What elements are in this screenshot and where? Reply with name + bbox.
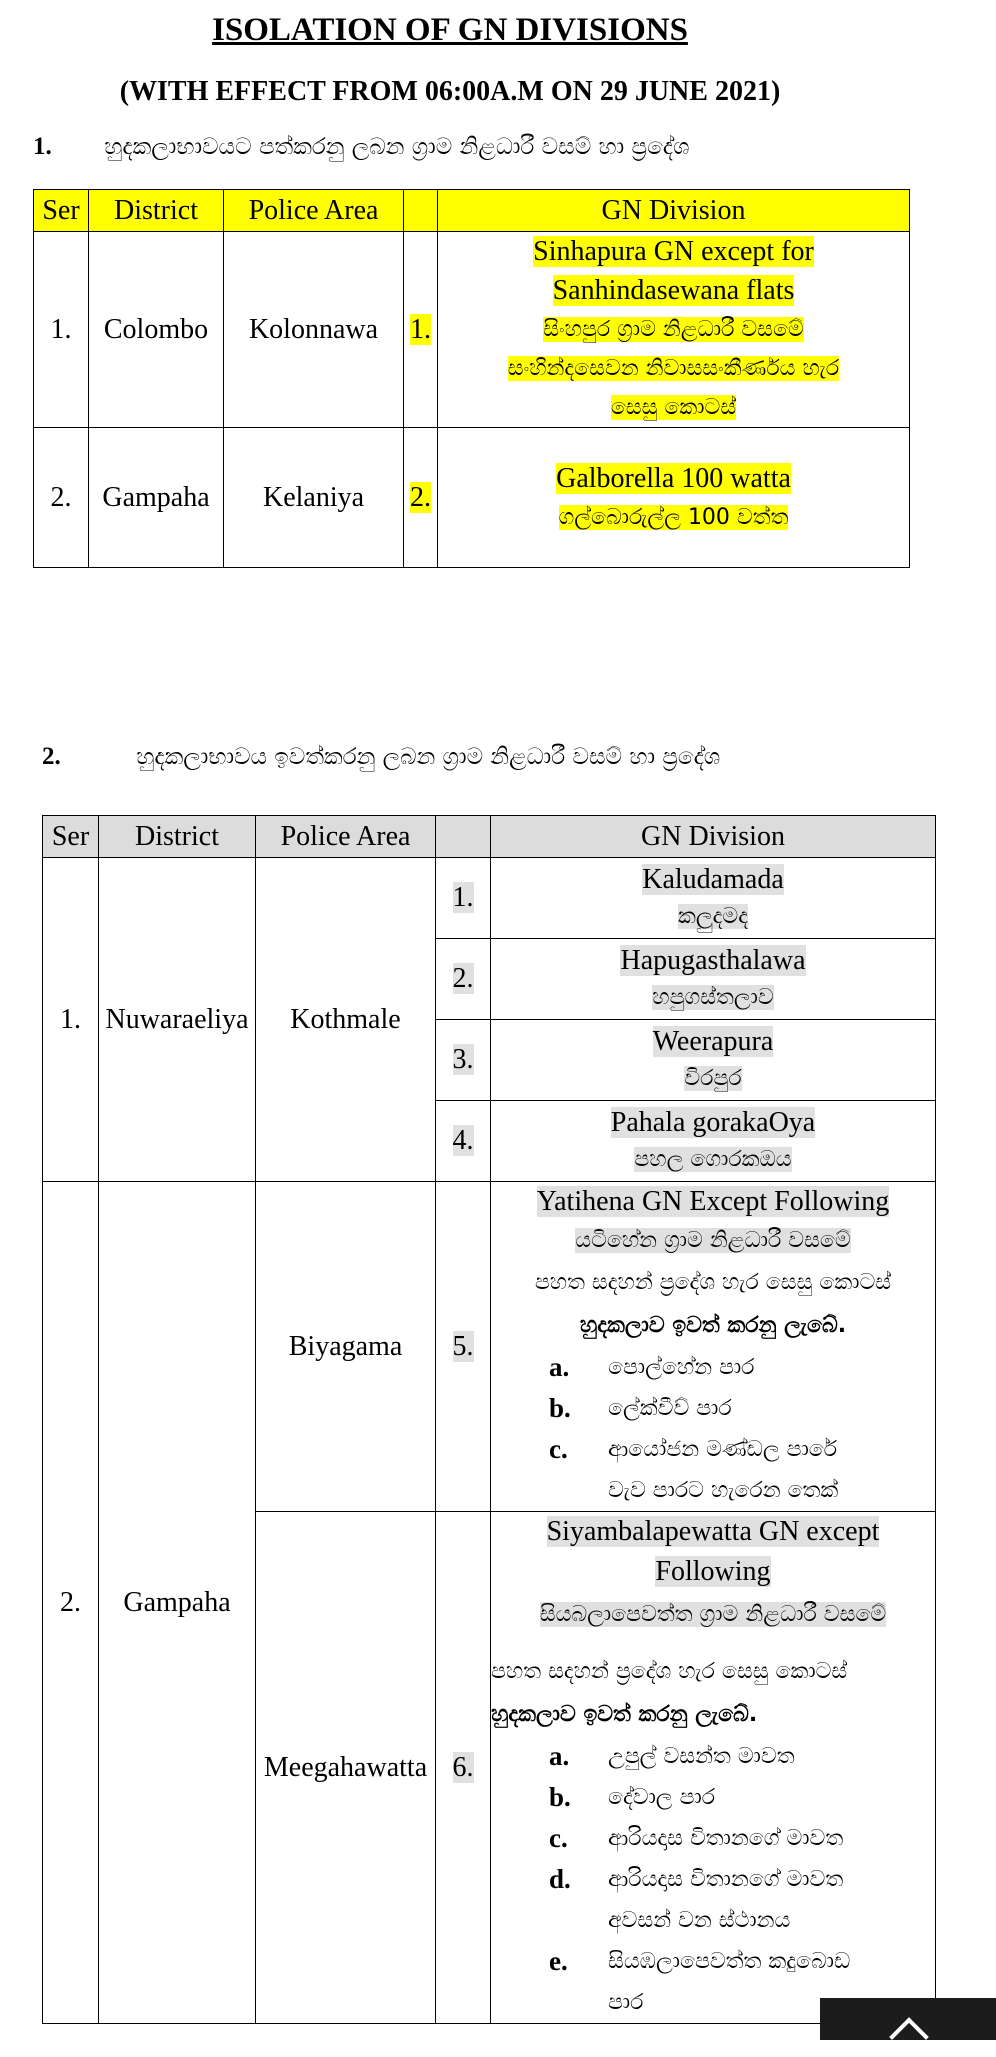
list-text: ආරියදාස විතානගේ මාවත bbox=[608, 1826, 844, 1851]
cell-num bbox=[404, 232, 438, 428]
gn-sinhala-line: හුදකලාව ඉවත් කරනු ලැබේ. bbox=[491, 1702, 758, 1727]
cell-ser: 2. bbox=[34, 428, 89, 568]
document-subtitle: (WITH EFFECT FROM 06:00A.M ON 29 JUNE 2021) bbox=[119, 76, 781, 107]
section-1-number: 1. bbox=[33, 133, 52, 160]
num-badge: 4. bbox=[452, 1125, 474, 1156]
gn-sinhala-line: පහත සදහන් ප්‍රදේශ හැර සෙසු කොටස් bbox=[491, 1659, 848, 1684]
cell-gn-division bbox=[491, 1182, 936, 1512]
cell-num bbox=[436, 1020, 491, 1101]
cell-ser: 1. bbox=[43, 858, 99, 1182]
list-item bbox=[491, 1429, 935, 1470]
gn-sinhala-line: පහල ගොරකඔය bbox=[634, 1147, 792, 1172]
cell-gn-division bbox=[438, 428, 910, 568]
cell-num bbox=[404, 428, 438, 568]
header-blank bbox=[404, 190, 438, 232]
cell-ser: 2. bbox=[43, 1182, 99, 2024]
num-badge: 1. bbox=[410, 313, 431, 345]
list-item bbox=[491, 1388, 935, 1429]
list-label: e. bbox=[549, 1946, 568, 1976]
table-row bbox=[34, 428, 910, 568]
list-label: b. bbox=[549, 1782, 571, 1812]
gn-sinhala-line: ගල්බොරුල්ල 100 වත්ත bbox=[558, 504, 789, 530]
header-gn-division: GN Division bbox=[491, 816, 936, 858]
gn-english-line: Following bbox=[655, 1556, 771, 1587]
cell-ser: 1. bbox=[34, 232, 89, 428]
cell-police-area: Kothmale bbox=[256, 858, 436, 1182]
list-text: සියඹලාපෙවත්ත කදුබොඩ bbox=[608, 1949, 851, 1974]
section-2-heading bbox=[42, 743, 720, 771]
table-row bbox=[43, 1182, 936, 1512]
list-text: වැව පාරට හැරෙන තෙක් bbox=[608, 1478, 839, 1503]
list-item bbox=[491, 1777, 935, 1818]
num-badge: 1. bbox=[452, 882, 474, 913]
cell-police-area: Meegahawatta bbox=[256, 1512, 436, 2024]
gn-english-line: Kaludamada bbox=[642, 864, 784, 895]
header-district: District bbox=[99, 816, 256, 858]
document-title: ISOLATION OF GN DIVISIONS bbox=[212, 12, 688, 48]
gn-english-line: Galborella 100 watta bbox=[556, 462, 791, 494]
scroll-to-top-button[interactable] bbox=[820, 1998, 996, 2040]
header-police-area: Police Area bbox=[224, 190, 404, 232]
list-text: උපුල් වසන්ත මාවත bbox=[608, 1744, 795, 1769]
cell-gn-division bbox=[491, 1512, 936, 2024]
list-item bbox=[491, 1818, 935, 1859]
cell-num bbox=[436, 939, 491, 1020]
header-ser: Ser bbox=[34, 190, 89, 232]
exception-list bbox=[491, 1736, 935, 2023]
header-police-area: Police Area bbox=[256, 816, 436, 858]
list-item bbox=[491, 1347, 935, 1388]
list-item bbox=[491, 1736, 935, 1777]
list-label: c. bbox=[549, 1823, 568, 1853]
gn-english-line: Sanhindasewana flats bbox=[552, 275, 795, 306]
list-text: ආයෝජන මණ්ඩල පාරේ bbox=[608, 1437, 838, 1462]
num-badge: 5. bbox=[452, 1330, 474, 1362]
cell-police-area: Biyagama bbox=[256, 1182, 436, 1512]
section-2-text: හුදකලාභාවය ඉවත්කරනු ලබන ග්‍රාම නිළධාරී වසම් හා ප්‍රදේශ bbox=[136, 744, 721, 770]
release-table bbox=[42, 815, 936, 2024]
cell-police-area: Kolonnawa bbox=[224, 232, 404, 428]
list-item bbox=[491, 1470, 935, 1511]
gn-english-line: Sinhapura GN except for bbox=[533, 236, 814, 267]
cell-gn-division bbox=[491, 1020, 936, 1101]
num-badge: 2. bbox=[452, 963, 474, 994]
gn-sinhala-line: සිංහපුර ග්‍රාම නිළධාරී වසමේ bbox=[543, 317, 804, 342]
list-label: a. bbox=[549, 1741, 570, 1771]
list-item bbox=[491, 1900, 935, 1941]
list-text: දේවාල පාර bbox=[608, 1785, 716, 1810]
list-label: b. bbox=[549, 1393, 571, 1423]
list-text: පාර bbox=[608, 1990, 644, 2015]
gn-sinhala-line: හපුගස්තලාව bbox=[652, 985, 774, 1010]
list-text: ආරියදාස විතානගේ මාවත bbox=[608, 1867, 844, 1892]
gn-english-line: Pahala gorakaOya bbox=[610, 1107, 816, 1138]
gn-english-line: Yatihena GN Except Following bbox=[536, 1186, 890, 1217]
cell-num bbox=[436, 1182, 491, 1512]
cell-gn-division bbox=[491, 1101, 936, 1182]
cell-num bbox=[436, 858, 491, 939]
list-label: a. bbox=[549, 1352, 570, 1382]
list-text: ලේක්වීව් පාර bbox=[608, 1396, 732, 1421]
cell-gn-division bbox=[491, 858, 936, 939]
cell-num bbox=[436, 1512, 491, 2024]
cell-district: Colombo bbox=[89, 232, 224, 428]
list-item bbox=[491, 1859, 935, 1900]
section-1-heading bbox=[33, 133, 689, 161]
cell-gn-division bbox=[491, 939, 936, 1020]
list-text: පොල්හේන පාර bbox=[608, 1355, 755, 1380]
table-row bbox=[34, 232, 910, 428]
cell-district: Nuwaraeliya bbox=[99, 858, 256, 1182]
exception-list bbox=[491, 1347, 935, 1511]
gn-sinhala-line: විරපුර bbox=[684, 1066, 742, 1091]
header-blank bbox=[436, 816, 491, 858]
gn-sinhala-line: කලුදමද bbox=[677, 904, 748, 929]
header-district: District bbox=[89, 190, 224, 232]
header-gn-division: GN Division bbox=[438, 190, 910, 232]
num-badge: 6. bbox=[452, 1751, 474, 1783]
cell-police-area: Kelaniya bbox=[224, 428, 404, 568]
gn-sinhala-line: පහත සදහන් ප්‍රදේශ හැර සෙසු කොටස් bbox=[534, 1270, 892, 1295]
gn-sinhala-line: යටිහේන ග්‍රාම නිළධාරී වසමේ bbox=[575, 1228, 851, 1253]
gn-sinhala-line: සියබලාපෙවත්ත ග්‍රාම නිළධාරී වසමේ bbox=[539, 1602, 887, 1627]
list-item bbox=[491, 1941, 935, 1982]
cell-district: Gampaha bbox=[99, 1182, 256, 2024]
gn-sinhala-line: සෙසු කොටස් bbox=[610, 395, 737, 420]
cell-num bbox=[436, 1101, 491, 1182]
table-header-row bbox=[43, 816, 936, 858]
num-badge: 3. bbox=[452, 1044, 474, 1075]
table-row bbox=[43, 858, 936, 939]
num-badge: 2. bbox=[410, 481, 431, 513]
cell-district: Gampaha bbox=[89, 428, 224, 568]
table-header-row bbox=[34, 190, 910, 232]
gn-sinhala-line: හුදකලාව ඉවත් කරනු ලැබේ. bbox=[579, 1313, 847, 1338]
cell-gn-division bbox=[438, 232, 910, 428]
list-label: c. bbox=[549, 1434, 568, 1464]
chevron-up-icon bbox=[889, 2017, 929, 2057]
section-1-text: හුදකලාභාවයට පත්කරනු ලබන ග්‍රාම නිළධාරී වසම් හා ප්‍රදේශ bbox=[104, 134, 690, 160]
header-ser: Ser bbox=[43, 816, 99, 858]
gn-english-line: Weerapura bbox=[652, 1026, 774, 1057]
section-2-number: 2. bbox=[42, 743, 61, 770]
gn-sinhala-line: සංහින්දසෙවන නිවාසසංකීර්ණය හැර bbox=[507, 356, 840, 381]
gn-english-line: Siyambalapewatta GN except bbox=[546, 1516, 880, 1547]
list-text: අවසන් වන ස්ථානය bbox=[608, 1908, 791, 1933]
gn-english-line: Hapugasthalawa bbox=[620, 945, 806, 976]
isolation-table bbox=[33, 189, 910, 568]
list-label: d. bbox=[549, 1864, 571, 1894]
